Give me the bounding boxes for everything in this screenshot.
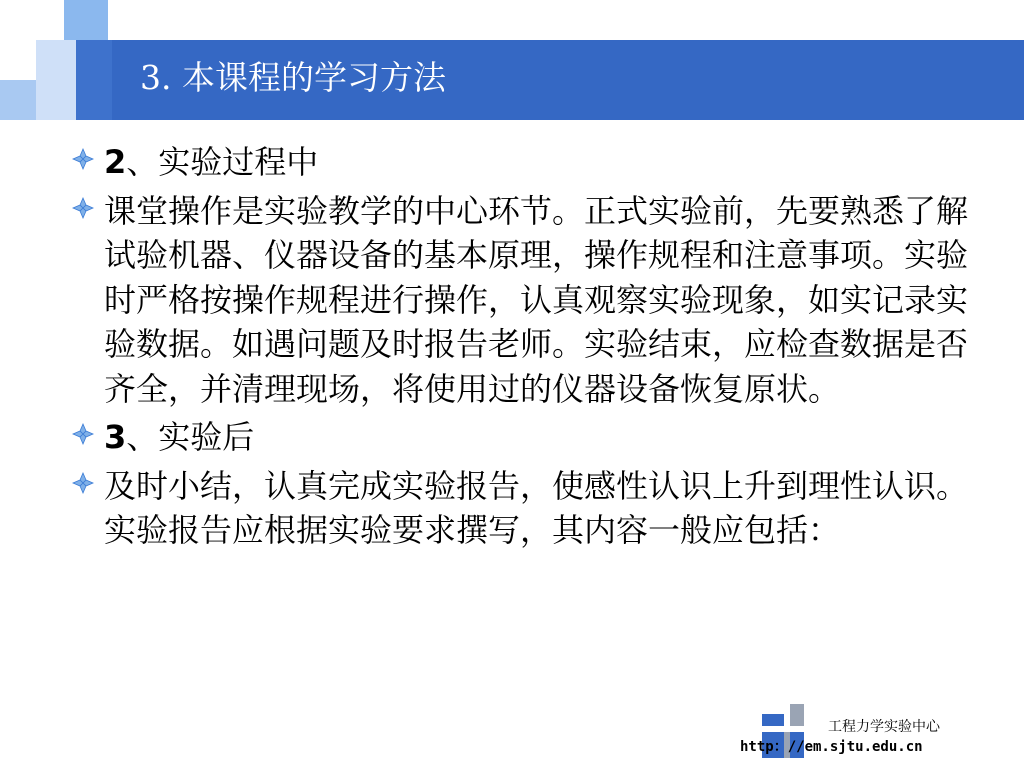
bullet-item [72, 415, 972, 460]
decor-square [36, 80, 76, 120]
bullet-item [72, 464, 972, 553]
diamond-bullet-icon [72, 472, 94, 494]
decor-square [64, 0, 108, 40]
item-text: 、实验后 [126, 418, 255, 456]
slide-content [72, 140, 972, 557]
footer-org: 工程力学实验中心 [828, 719, 940, 735]
item-number: 2 [104, 143, 127, 181]
bullet-item [72, 140, 972, 185]
item-text: 、实验过程中 [126, 143, 319, 181]
decor-square [0, 80, 36, 120]
bullet-item [72, 189, 972, 412]
item-text: 及时小结，认真完成实验报告，使感性认识上升到理性认识。实验报告应根据实验要求撰写，其内容一般应包括： [104, 466, 969, 549]
slide-title: 3. 本课程的学习方法 [140, 58, 446, 97]
diamond-bullet-icon [72, 423, 94, 445]
item-number: 3 [104, 418, 127, 456]
footer-url: http：//em.sjtu.edu.cn [740, 739, 923, 755]
diamond-bullet-icon [72, 148, 94, 170]
item-text: 课堂操作是实验教学的中心环节。正式实验前，先要熟悉了解试验机器、仪器设备的基本原理，操作规程和注意事项。实验时严格按操作规程进行操作，认真观察实验现象，如实记录实验数据。如遇问题及时报告老师。实验结束，应检查数据是否齐全，并清理现场，将使用过的仪器设备恢复原状。 [104, 191, 969, 408]
diamond-bullet-icon [72, 197, 94, 219]
